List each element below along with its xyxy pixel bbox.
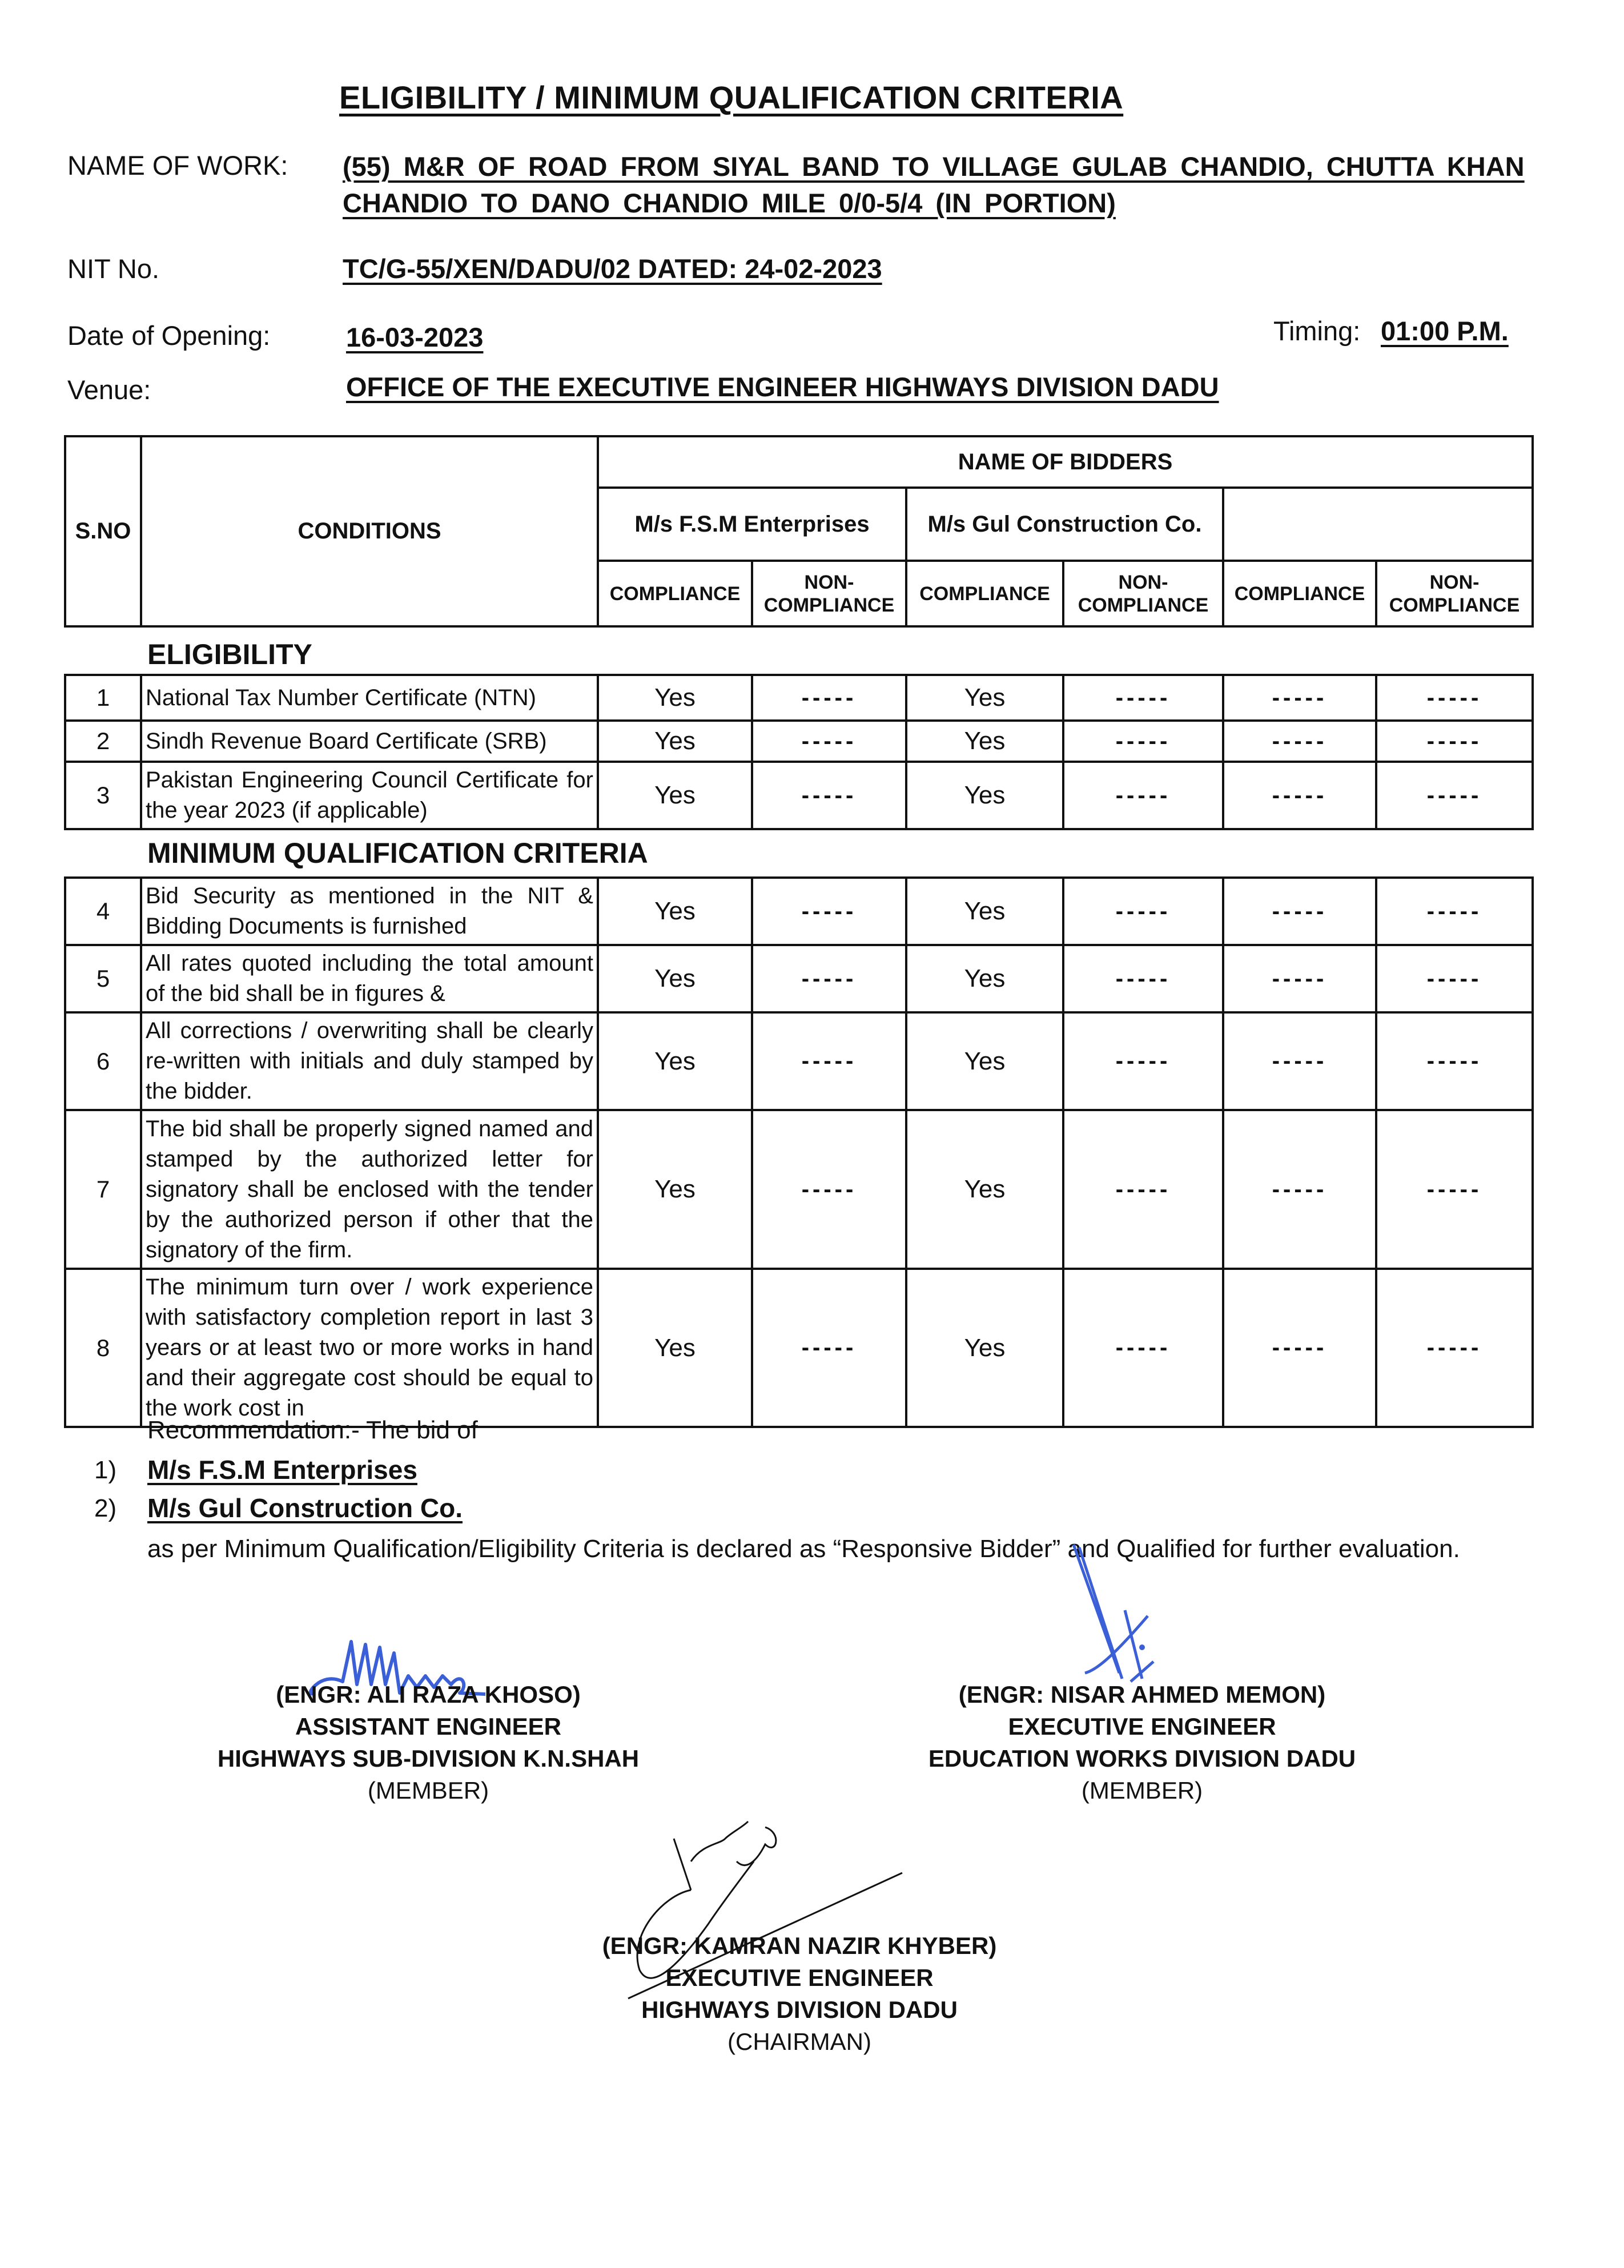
bidder-3-compliance: ----- <box>1223 1110 1376 1269</box>
bidder-2-non-compliance-header: NON-COMPLIANCE <box>1063 561 1223 626</box>
signatory-1-office: HIGHWAYS SUB-DIVISION K.N.SHAH <box>217 1745 640 1772</box>
bidder-3-non-compliance: ----- <box>1376 721 1533 762</box>
bidder-3-compliance: ----- <box>1223 1269 1376 1427</box>
bidder-3-compliance: ----- <box>1223 1012 1376 1110</box>
table-row <box>65 945 1533 1012</box>
bidder-3-non-compliance: ----- <box>1376 675 1533 721</box>
bidder-2-non-compliance: ----- <box>1063 1110 1223 1269</box>
bidder-3-compliance: ----- <box>1223 675 1376 721</box>
bidder-1-compliance: Yes <box>598 1012 752 1110</box>
bidder-1-non-compliance-header: NON-COMPLIANCE <box>752 561 906 626</box>
bidder-1-compliance: Yes <box>598 762 752 829</box>
section-minimum-qualification: MINIMUM QUALIFICATION CRITERIA <box>147 837 648 869</box>
name-of-work-value: (55) M&R OF ROAD FROM SIYAL BAND TO VILLAGE GULAB CHANDIO, CHUTTA KHAN CHANDIO TO DANO CHANDIO MILE 0/0-5/4 (IN PORTION) <box>343 151 1525 218</box>
bidder-3-non-compliance: ----- <box>1376 945 1533 1012</box>
bidder-3-compliance-header: COMPLIANCE <box>1223 561 1376 626</box>
signatory-1-role: (MEMBER) <box>367 1777 489 1804</box>
signatory-1-designation: ASSISTANT ENGINEER <box>295 1713 561 1740</box>
bidder-2-non-compliance: ----- <box>1063 721 1223 762</box>
bidder-1-name: M/s F.S.M Enterprises <box>598 488 906 561</box>
bidder-1-compliance: Yes <box>598 1110 752 1269</box>
row-sno: 7 <box>65 1110 141 1269</box>
date-of-opening-value: 16-03-2023 <box>346 322 484 352</box>
bidder-2-compliance: Yes <box>906 1012 1063 1110</box>
table-row <box>65 675 1533 721</box>
table-row <box>65 1110 1533 1269</box>
signatory-2 <box>885 1679 1399 1807</box>
bidder-1-non-compliance: ----- <box>752 1269 906 1427</box>
section-eligibility: ELIGIBILITY <box>147 638 312 670</box>
bidder-1-non-compliance: ----- <box>752 675 906 721</box>
date-of-opening-label: Date of Opening: <box>67 320 271 351</box>
bidder-3-name <box>1223 488 1533 561</box>
table-row <box>65 878 1533 945</box>
signatory-2-office: EDUCATION WORKS DIVISION DADU <box>928 1745 1356 1772</box>
bidder-1-non-compliance: ----- <box>752 721 906 762</box>
bidder-2-compliance: Yes <box>906 721 1063 762</box>
table-row <box>65 1012 1533 1110</box>
nit-value: TC/G-55/XEN/DADU/02 DATED: 24-02-2023 <box>343 254 882 284</box>
signatory-1 <box>143 1679 714 1807</box>
venue-label: Venue: <box>67 375 151 405</box>
signatory-3-office: HIGHWAYS DIVISION DADU <box>641 1996 958 2023</box>
bidder-3-non-compliance: ----- <box>1376 1269 1533 1427</box>
signature-nisar-ahmed-memon-icon <box>1068 1542 1216 1696</box>
row-condition: Pakistan Engineering Council Certificate for the year 2023 (if applicable) <box>141 762 598 829</box>
bidder-3-non-compliance-header: NON-COMPLIANCE <box>1376 561 1533 626</box>
row-condition: The minimum turn over / work experience with satisfactory completion report in last 3 years or at least two or more works in hand and their aggregate cost should be equal to the work cost in <box>141 1269 598 1427</box>
table-row <box>65 721 1533 762</box>
table-row <box>65 762 1533 829</box>
bidder-2-compliance: Yes <box>906 1110 1063 1269</box>
row-sno: 8 <box>65 1269 141 1427</box>
signatory-2-designation: EXECUTIVE ENGINEER <box>1008 1713 1276 1740</box>
bidder-2-non-compliance: ----- <box>1063 762 1223 829</box>
bidder-1-compliance: Yes <box>598 721 752 762</box>
timing-value: 01:00 P.M. <box>1381 316 1509 346</box>
bidder-2-compliance: Yes <box>906 762 1063 829</box>
bidder-3-non-compliance: ----- <box>1376 1012 1533 1110</box>
bidders-header-table <box>64 435 1534 628</box>
bidder-2-compliance: Yes <box>906 945 1063 1012</box>
bidder-2-compliance-header: COMPLIANCE <box>906 561 1063 626</box>
recommendation-item-2-name: M/s Gul Construction Co. <box>147 1493 463 1523</box>
bidder-1-compliance-header: COMPLIANCE <box>598 561 752 626</box>
signatory-2-role: (MEMBER) <box>1081 1777 1203 1804</box>
bidder-1-compliance: Yes <box>598 878 752 945</box>
bidder-2-non-compliance: ----- <box>1063 945 1223 1012</box>
bidder-2-non-compliance: ----- <box>1063 1012 1223 1110</box>
row-condition: Bid Security as mentioned in the NIT & Bidding Documents is furnished <box>141 878 598 945</box>
document-title: ELIGIBILITY / MINIMUM QUALIFICATION CRITERIA <box>339 79 1124 115</box>
bidder-1-compliance: Yes <box>598 675 752 721</box>
signatory-1-name: (ENGR: ALI RAZA KHOSO) <box>276 1681 581 1708</box>
bidder-1-compliance: Yes <box>598 945 752 1012</box>
row-sno: 2 <box>65 721 141 762</box>
bidder-2-non-compliance: ----- <box>1063 878 1223 945</box>
eligibility-table <box>64 674 1534 830</box>
bidder-1-non-compliance: ----- <box>752 1012 906 1110</box>
row-condition: All corrections / overwriting shall be clearly re-written with initials and duly stamped by the bidder. <box>141 1012 598 1110</box>
mqc-table <box>64 876 1534 1428</box>
row-sno: 3 <box>65 762 141 829</box>
signatory-3-designation: EXECUTIVE ENGINEER <box>665 1964 934 1991</box>
bidder-2-name: M/s Gul Construction Co. <box>906 488 1223 561</box>
bidder-1-non-compliance: ----- <box>752 762 906 829</box>
bidder-1-compliance: Yes <box>598 1269 752 1427</box>
recommendation-item-1-name: M/s F.S.M Enterprises <box>147 1455 417 1485</box>
bidder-1-non-compliance: ----- <box>752 878 906 945</box>
sno-header: S.NO <box>65 436 141 626</box>
signatory-3 <box>542 1930 1056 2058</box>
bidder-3-compliance: ----- <box>1223 945 1376 1012</box>
row-sno: 6 <box>65 1012 141 1110</box>
recommendation-conclusion: as per Minimum Qualification/Eligibility Criteria is declared as “Responsive Bidder” and Qualified for further evaluation. <box>147 1535 1460 1563</box>
bidder-3-non-compliance: ----- <box>1376 762 1533 829</box>
bidder-2-non-compliance: ----- <box>1063 675 1223 721</box>
recommendation-item-2-number: 2) <box>94 1494 117 1522</box>
row-condition: National Tax Number Certificate (NTN) <box>141 675 598 721</box>
bidder-1-non-compliance: ----- <box>752 1110 906 1269</box>
row-condition: Sindh Revenue Board Certificate (SRB) <box>141 721 598 762</box>
signatory-3-name: (ENGR: KAMRAN NAZIR KHYBER) <box>602 1932 997 1959</box>
row-condition: The bid shall be properly signed named and stamped by the authorized letter for signatory shall be enclosed with the tender by the authorized person if other that the signatory of the firm. <box>141 1110 598 1269</box>
timing-label: Timing: <box>1273 316 1361 346</box>
bidder-3-compliance: ----- <box>1223 878 1376 945</box>
name-of-work-label: NAME OF WORK: <box>67 150 288 180</box>
row-sno: 4 <box>65 878 141 945</box>
bidder-2-compliance: Yes <box>906 675 1063 721</box>
conditions-header: CONDITIONS <box>141 436 598 626</box>
row-sno: 5 <box>65 945 141 1012</box>
bidders-header: NAME OF BIDDERS <box>598 436 1533 488</box>
bidder-2-non-compliance: ----- <box>1063 1269 1223 1427</box>
bidder-1-non-compliance: ----- <box>752 945 906 1012</box>
recommendation-item-1-number: 1) <box>94 1456 117 1484</box>
bidder-3-non-compliance: ----- <box>1376 1110 1533 1269</box>
row-condition: All rates quoted including the total amount of the bid shall be in figures & <box>141 945 598 1012</box>
bidder-3-compliance: ----- <box>1223 721 1376 762</box>
recommendation-intro: Recommendation:- The bid of <box>147 1416 478 1444</box>
bidder-2-compliance: Yes <box>906 878 1063 945</box>
signatory-2-name: (ENGR: NISAR AHMED MEMON) <box>958 1681 1326 1708</box>
venue-value: OFFICE OF THE EXECUTIVE ENGINEER HIGHWAYS DIVISION DADU <box>346 372 1219 402</box>
bidder-2-compliance: Yes <box>906 1269 1063 1427</box>
nit-label: NIT No. <box>67 254 160 284</box>
signatory-3-role: (CHAIRMAN) <box>727 2028 871 2055</box>
bidder-3-non-compliance: ----- <box>1376 878 1533 945</box>
row-sno: 1 <box>65 675 141 721</box>
table-row <box>65 1269 1533 1427</box>
bidder-3-compliance: ----- <box>1223 762 1376 829</box>
